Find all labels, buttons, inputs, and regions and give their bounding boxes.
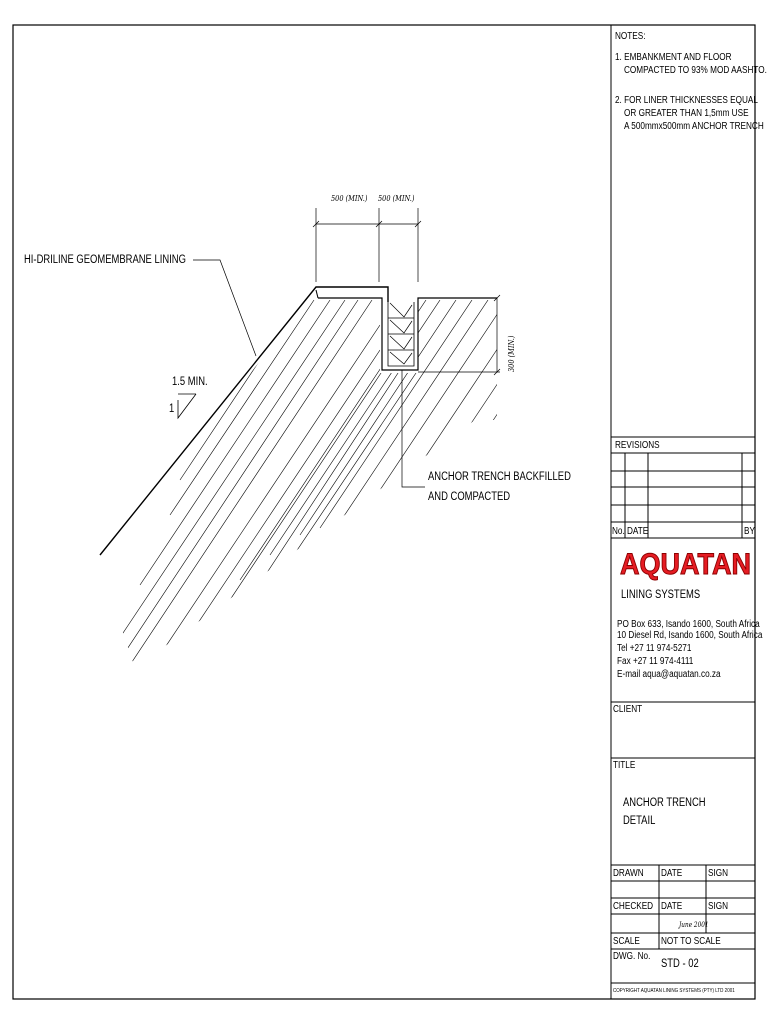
drawn-date-label: DATE (661, 868, 683, 879)
checked-date-label: DATE (661, 901, 683, 912)
note-1-line-2: COMPACTED TO 93% MOD AASHTO. (624, 65, 767, 76)
notes-heading: NOTES: (615, 31, 646, 42)
company-subtitle: LINING SYSTEMS (621, 589, 701, 601)
drawn-sign-label: SIGN (708, 868, 729, 879)
title-line-2: DETAIL (623, 815, 656, 827)
dwg-number-value: STD - 02 (661, 958, 699, 970)
note-1-line-1: 1. EMBANKMENT AND FLOOR (615, 52, 732, 63)
liner-label: HI-DRILINE GEOMEMBRANE LINING (24, 254, 186, 266)
checked-label: CHECKED (613, 901, 654, 912)
note-2-line-3: A 500mmx500mm ANCHOR TRENCH (624, 121, 764, 132)
company-email: E-mail aqua@aquatan.co.za (617, 669, 721, 680)
sheet-border (13, 25, 755, 999)
dimension-top-right: 500 (MIN.) (378, 194, 415, 203)
revisions-heading: REVISIONS (615, 440, 660, 451)
note-2-line-1: 2. FOR LINER THICKNESSES EQUAL (615, 95, 758, 106)
trench-label-line-1: ANCHOR TRENCH BACKFILLED (428, 471, 571, 483)
dwg-number-label: DWG. No. (613, 951, 651, 962)
revisions-col-by: BY (744, 526, 755, 537)
slope-indicator (178, 394, 196, 418)
company-logo: AQUATAN (620, 548, 751, 581)
dimension-top-left: 500 (MIN.) (331, 194, 368, 203)
slope-label: 1.5 MIN. (172, 376, 208, 388)
company-fax: Fax +27 11 974-4111 (617, 656, 694, 667)
handwritten-date: June 2001 (679, 921, 709, 929)
geomembrane-liner (100, 287, 497, 555)
trench-label-line-2: AND COMPACTED (428, 491, 511, 503)
client-label: CLIENT (613, 704, 643, 715)
title-label: TITLE (613, 760, 636, 771)
company-address-2: 10 Diesel Rd, Isando 1600, South Africa (617, 630, 763, 641)
title-line-1: ANCHOR TRENCH (623, 797, 706, 809)
scale-label: SCALE (613, 936, 640, 947)
copyright-text: COPYRIGHT AQUATAN LINING SYSTEMS (PTY) LTD 2001 (613, 988, 735, 994)
scale-value: NOT TO SCALE (661, 936, 721, 947)
revisions-col-no: No. (612, 526, 625, 537)
note-2-line-2: OR GREATER THAN 1,5mm USE (624, 108, 749, 119)
trench-backfill (388, 303, 414, 364)
revisions-col-date: DATE (627, 526, 649, 537)
company-tel: Tel +27 11 974-5271 (617, 643, 692, 654)
checked-sign-label: SIGN (708, 901, 729, 912)
slope-unit: 1 (169, 403, 175, 415)
drawn-label: DRAWN (613, 868, 644, 879)
company-address-1: PO Box 633, Isando 1600, South Africa (617, 619, 760, 630)
dimension-depth: 300 (MIN.) (507, 335, 516, 372)
